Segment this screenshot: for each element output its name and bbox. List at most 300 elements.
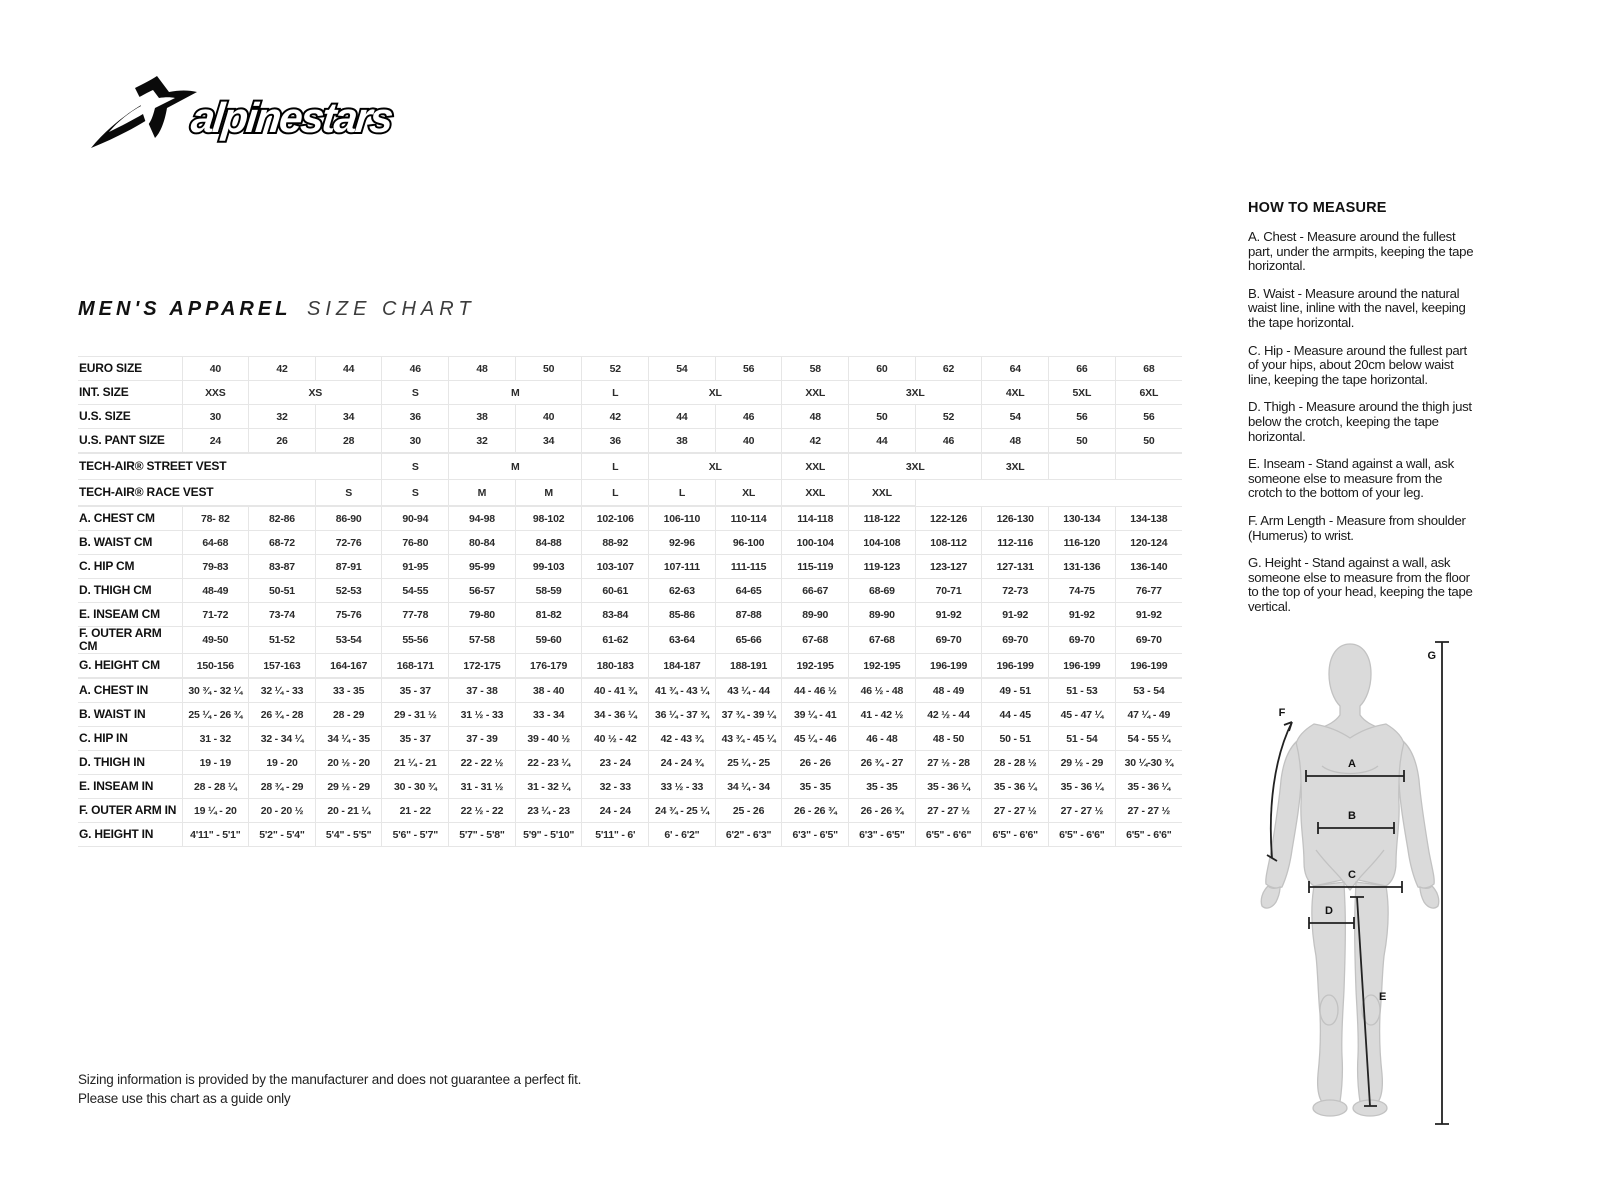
size-cell: 68-72 [249, 531, 316, 555]
size-cell: 50-51 [249, 579, 316, 603]
size-cell: 47 ¼ - 49 [1115, 703, 1182, 727]
size-cell: 27 - 27 ½ [1049, 799, 1116, 823]
size-cell: 32 - 34 ¼ [249, 727, 316, 751]
size-cell: 79-83 [182, 555, 249, 579]
size-cell: 27 - 27 ½ [915, 799, 982, 823]
size-cell: 150-156 [182, 654, 249, 678]
size-cell: 48 [982, 429, 1049, 453]
size-cell: 34 [315, 405, 382, 429]
size-cell: 180-183 [582, 654, 649, 678]
size-cell: 54 [982, 405, 1049, 429]
size-cell: L [582, 454, 649, 480]
size-cell: 87-91 [315, 555, 382, 579]
size-cell: 68 [1115, 357, 1182, 381]
size-cell: 84-88 [515, 531, 582, 555]
measure-instruction-height: G. Height - Stand against a wall, ask someone else to measure from the floor to the top of your head, keeping the tape vertical. [1248, 555, 1473, 614]
size-cell: 42 [782, 429, 849, 453]
size-cell: XXL [782, 381, 849, 405]
size-cell: 24 - 24 ¾ [649, 751, 716, 775]
star-icon [91, 76, 197, 148]
size-cell: 45 ¼ - 46 [782, 727, 849, 751]
size-cell: 43 ¾ - 45 ¼ [715, 727, 782, 751]
row-label: C. HIP CM [78, 555, 182, 579]
row-label: E. INSEAM CM [78, 603, 182, 627]
size-cell: 29 ½ - 29 [1049, 751, 1116, 775]
size-cell: 46 [915, 429, 982, 453]
size-cell: 49-50 [182, 627, 249, 654]
size-cell: 91-92 [1115, 603, 1182, 627]
size-cell: 53-54 [315, 627, 382, 654]
size-cell: 126-130 [982, 507, 1049, 531]
size-cell: 75-76 [315, 603, 382, 627]
measure-instruction-hip: C. Hip - Measure around the fullest part of your hips, about 20cm below waist line, keeping the tape horizontal. [1248, 342, 1467, 387]
size-cell: 31 - 31 ½ [449, 775, 516, 799]
row-label: B. WAIST IN [78, 703, 182, 727]
size-cell: 26 - 26 ¾ [849, 799, 916, 823]
size-cell: 19 - 19 [182, 751, 249, 775]
row-label: G. HEIGHT IN [78, 823, 182, 847]
row-label: B. WAIST CM [78, 531, 182, 555]
size-cell: 26 - 26 ¾ [782, 799, 849, 823]
size-cell: 37 - 38 [449, 679, 516, 703]
size-cell: 54-55 [382, 579, 449, 603]
size-cell: 21 - 22 [382, 799, 449, 823]
size-cell: 85-86 [649, 603, 716, 627]
size-cell: 34 [515, 429, 582, 453]
size-cell: 4XL [982, 381, 1049, 405]
size-cell: 6'5" - 6'6" [1115, 823, 1182, 847]
row-label: A. CHEST IN [78, 679, 182, 703]
size-cell: 50 [1115, 429, 1182, 453]
size-cell: 192-195 [849, 654, 916, 678]
size-cell: 89-90 [782, 603, 849, 627]
size-cell: 25 - 26 [715, 799, 782, 823]
size-cell: 50 [515, 357, 582, 381]
size-cell: 25 ¼ - 26 ¾ [182, 703, 249, 727]
size-cell: 62-63 [649, 579, 716, 603]
body-measurement-diagram [1238, 618, 1458, 1133]
size-cell: 188-191 [715, 654, 782, 678]
size-cell: 30 ¼-30 ¾ [1115, 751, 1182, 775]
size-cell: 67-68 [849, 627, 916, 654]
diagram-label-d: D [1325, 905, 1333, 917]
size-cell: 81-82 [515, 603, 582, 627]
size-cell: 40 [515, 405, 582, 429]
size-cell: 38 [449, 405, 516, 429]
size-cell: 27 - 27 ½ [1115, 799, 1182, 823]
row-label: TECH-AIR® STREET VEST [78, 454, 382, 480]
size-cell: 60-61 [582, 579, 649, 603]
measure-line-height [1435, 642, 1449, 1124]
size-cell: 92-96 [649, 531, 716, 555]
size-cell: 56-57 [449, 579, 516, 603]
size-row [78, 654, 1182, 678]
size-cell: 87-88 [715, 603, 782, 627]
size-cell: S [382, 454, 449, 480]
size-cell: 5'6" - 5'7" [382, 823, 449, 847]
size-cell: 35 - 36 ¼ [915, 775, 982, 799]
size-cell: 111-115 [715, 555, 782, 579]
alpinestars-logo [85, 66, 415, 166]
size-table-in [78, 678, 1182, 847]
size-cell: 28 [315, 429, 382, 453]
size-cell: 91-95 [382, 555, 449, 579]
size-cell: 40 [715, 429, 782, 453]
size-row [78, 480, 1182, 506]
size-cell: 123-127 [915, 555, 982, 579]
size-cell: 32 [449, 429, 516, 453]
diagram-label-e: E [1379, 991, 1387, 1003]
size-cell: 94-98 [449, 507, 516, 531]
size-cell: 114-118 [782, 507, 849, 531]
size-cell: 54 [649, 357, 716, 381]
size-cell: 64-65 [715, 579, 782, 603]
size-cell: 110-114 [715, 507, 782, 531]
size-cell: 5'11" - 6' [582, 823, 649, 847]
size-cell: XXL [782, 480, 849, 506]
size-cell: 60 [849, 357, 916, 381]
size-cell: 127-131 [982, 555, 1049, 579]
size-cell: 76-77 [1115, 579, 1182, 603]
size-cell [915, 480, 1182, 506]
size-cell: 42 [249, 357, 316, 381]
size-cell: 66-67 [782, 579, 849, 603]
size-cell: 38 - 40 [515, 679, 582, 703]
size-cell: 39 - 40 ½ [515, 727, 582, 751]
size-cell: 106-110 [649, 507, 716, 531]
size-cell: 20 - 20 ½ [249, 799, 316, 823]
size-cell: 30 ¾ - 32 ¼ [182, 679, 249, 703]
size-cell: 56 [1049, 405, 1116, 429]
footer-line-2: Please use this chart as a guide only [78, 1091, 291, 1106]
size-cell: 24 - 24 [582, 799, 649, 823]
size-cell: 116-120 [1049, 531, 1116, 555]
size-cell: 35 - 37 [382, 679, 449, 703]
diagram-label-b: B [1348, 810, 1356, 822]
size-cell: 78- 82 [182, 507, 249, 531]
size-cell: S [315, 480, 382, 506]
row-label: TECH-AIR® RACE VEST [78, 480, 315, 506]
size-cell: 31 ½ - 33 [449, 703, 516, 727]
size-cell: 56 [715, 357, 782, 381]
size-cell: 35 - 36 ¼ [982, 775, 1049, 799]
size-cell: 26 ¾ - 28 [249, 703, 316, 727]
size-cell: 6'3" - 6'5" [849, 823, 916, 847]
size-cell: S [382, 381, 449, 405]
size-cell: 46 ½ - 48 [849, 679, 916, 703]
row-label: D. THIGH IN [78, 751, 182, 775]
size-cell: 5'2" - 5'4" [249, 823, 316, 847]
title-sub: SIZE CHART [307, 298, 476, 320]
diagram-label-g: G [1427, 650, 1436, 662]
size-cell: 176-179 [515, 654, 582, 678]
row-label: G. HEIGHT CM [78, 654, 182, 678]
size-row [78, 679, 1182, 703]
size-cell: 58-59 [515, 579, 582, 603]
size-cell: 130-134 [1049, 507, 1116, 531]
size-cell: L [649, 480, 716, 506]
size-cell: 51 - 53 [1049, 679, 1116, 703]
size-cell: 108-112 [915, 531, 982, 555]
size-cell: XL [649, 381, 782, 405]
size-cell: XL [715, 480, 782, 506]
size-cell: 91-92 [982, 603, 1049, 627]
size-row [78, 555, 1182, 579]
size-cell: 3XL [849, 454, 982, 480]
size-row [78, 454, 1182, 480]
size-cell: 32 [249, 405, 316, 429]
size-cell: 131-136 [1049, 555, 1116, 579]
size-cell: 51-52 [249, 627, 316, 654]
size-cell: 26 - 26 [782, 751, 849, 775]
size-cell: 41 ¾ - 43 ¼ [649, 679, 716, 703]
size-cell: 134-138 [1115, 507, 1182, 531]
size-cell: S [382, 480, 449, 506]
size-cell: 107-111 [649, 555, 716, 579]
size-cell: M [449, 454, 582, 480]
size-cell: 25 ¼ - 25 [715, 751, 782, 775]
size-row [78, 703, 1182, 727]
size-cell: 20 ½ - 20 [315, 751, 382, 775]
size-cell: 5'7" - 5'8" [449, 823, 516, 847]
size-row [78, 775, 1182, 799]
size-cell: 27 ½ - 28 [915, 751, 982, 775]
title-main: MEN'S APPAREL [78, 298, 292, 320]
size-cell: 196-199 [1115, 654, 1182, 678]
size-row [78, 429, 1182, 453]
size-cell: 91-92 [1049, 603, 1116, 627]
size-cell: 50 - 51 [982, 727, 1049, 751]
row-label: U.S. SIZE [78, 405, 182, 429]
size-cell: 66 [1049, 357, 1116, 381]
size-cell: XXL [849, 480, 916, 506]
size-cell: 71-72 [182, 603, 249, 627]
size-cell: 56 [1115, 405, 1182, 429]
diagram-label-f: F [1278, 707, 1286, 719]
size-cell: 72-73 [982, 579, 1049, 603]
size-cell: 32 - 33 [582, 775, 649, 799]
size-cell: 53 - 54 [1115, 679, 1182, 703]
size-cell: 35 - 35 [849, 775, 916, 799]
size-cell: 28 - 29 [315, 703, 382, 727]
size-cell: 24 [182, 429, 249, 453]
size-cell: 196-199 [982, 654, 1049, 678]
size-cell: 46 [382, 357, 449, 381]
size-cell: 54 - 55 ¼ [1115, 727, 1182, 751]
size-cell: 5'4" - 5'5" [315, 823, 382, 847]
size-row [78, 799, 1182, 823]
size-cell: 37 - 39 [449, 727, 516, 751]
measure-instruction-waist: B. Waist - Measure around the natural waist line, inline with the navel, keeping the tape horizontal. [1248, 285, 1466, 330]
size-cell: 122-126 [915, 507, 982, 531]
size-cell: 23 - 24 [582, 751, 649, 775]
row-label: U.S. PANT SIZE [78, 429, 182, 453]
size-cell: 3XL [982, 454, 1049, 480]
size-cell: 44 [315, 357, 382, 381]
size-cell: 5'9" - 5'10" [515, 823, 582, 847]
size-table-cm [78, 506, 1182, 678]
size-cell: 61-62 [582, 627, 649, 654]
row-label: EURO SIZE [78, 357, 182, 381]
size-cell: 19 - 20 [249, 751, 316, 775]
measure-instruction-arm: F. Arm Length - Measure from shoulder (Humerus) to wrist. [1248, 512, 1466, 543]
size-cell: 42 ½ - 44 [915, 703, 982, 727]
size-cell: 34 ¼ - 34 [715, 775, 782, 799]
size-cell: 69-70 [1049, 627, 1116, 654]
size-cell: 69-70 [982, 627, 1049, 654]
size-cell: 62 [915, 357, 982, 381]
size-cell: 96-100 [715, 531, 782, 555]
size-cell: 76-80 [382, 531, 449, 555]
size-cell: 64 [982, 357, 1049, 381]
size-cell: 42 - 43 ¾ [649, 727, 716, 751]
size-cell: 21 ¼ - 21 [382, 751, 449, 775]
size-cell: 29 - 31 ½ [382, 703, 449, 727]
size-cell: 44 - 46 ½ [782, 679, 849, 703]
size-cell: 172-175 [449, 654, 516, 678]
size-cell: 80-84 [449, 531, 516, 555]
size-cell: 55-56 [382, 627, 449, 654]
size-table-header [78, 356, 1182, 453]
size-cell: 6'3" - 6'5" [782, 823, 849, 847]
size-cell: 27 - 27 ½ [982, 799, 1049, 823]
size-cell: L [582, 381, 649, 405]
size-cell: 51 - 54 [1049, 727, 1116, 751]
size-row [78, 579, 1182, 603]
size-row [78, 357, 1182, 381]
size-cell: 44 - 45 [982, 703, 1049, 727]
size-cell: 112-116 [982, 531, 1049, 555]
size-cell: M [449, 480, 516, 506]
size-cell: 30 - 30 ¾ [382, 775, 449, 799]
size-row [78, 627, 1182, 654]
size-cell: 192-195 [782, 654, 849, 678]
size-row [78, 603, 1182, 627]
size-cell: 28 - 28 ¼ [182, 775, 249, 799]
size-cell: 46 - 48 [849, 727, 916, 751]
size-cell: 44 [849, 429, 916, 453]
size-cell: 46 [715, 405, 782, 429]
size-cell: 82-86 [249, 507, 316, 531]
size-cell: 37 ¾ - 39 ¼ [715, 703, 782, 727]
size-cell: 40 [182, 357, 249, 381]
how-to-measure-panel [1248, 200, 1476, 627]
size-cell: 95-99 [449, 555, 516, 579]
measure-instruction-chest: A. Chest - Measure around the fullest part, under the armpits, keeping the tape horizontal. [1248, 229, 1474, 274]
size-cell: 28 - 28 ½ [982, 751, 1049, 775]
size-cell: 22 - 22 ½ [449, 751, 516, 775]
size-cell: 35 - 36 ¼ [1115, 775, 1182, 799]
size-cell: 48-49 [182, 579, 249, 603]
size-cell: 48 - 49 [915, 679, 982, 703]
size-cell: 32 ¼ - 33 [249, 679, 316, 703]
size-cell: 86-90 [315, 507, 382, 531]
size-cell: 33 ½ - 33 [649, 775, 716, 799]
row-label: C. HIP IN [78, 727, 182, 751]
size-cell: 29 ½ - 29 [315, 775, 382, 799]
size-cell: 63-64 [649, 627, 716, 654]
size-cell: 42 [582, 405, 649, 429]
size-row [78, 823, 1182, 847]
row-label: INT. SIZE [78, 381, 182, 405]
size-cell: 119-123 [849, 555, 916, 579]
measure-instruction-inseam: E. Inseam - Stand against a wall, ask someone else to measure from the crotch to the bottom of your leg. [1248, 456, 1454, 501]
page-title [78, 298, 476, 321]
size-cell: 41 - 42 ½ [849, 703, 916, 727]
size-cell: 65-66 [715, 627, 782, 654]
size-cell: 6'2" - 6'3" [715, 823, 782, 847]
size-cell: 83-87 [249, 555, 316, 579]
size-cell: 40 ½ - 42 [582, 727, 649, 751]
row-label: D. THIGH CM [78, 579, 182, 603]
size-cell: 72-76 [315, 531, 382, 555]
size-cell: 48 - 50 [915, 727, 982, 751]
size-cell: 49 - 51 [982, 679, 1049, 703]
size-cell: 23 ¼ - 23 [515, 799, 582, 823]
row-label: E. INSEAM IN [78, 775, 182, 799]
size-cell: 44 [649, 405, 716, 429]
how-to-measure-title: HOW TO MEASURE [1248, 200, 1387, 216]
size-cell: 99-103 [515, 555, 582, 579]
size-cell: 36 [582, 429, 649, 453]
size-cell: 34 ¼ - 35 [315, 727, 382, 751]
size-cell: 120-124 [1115, 531, 1182, 555]
size-cell: XXL [782, 454, 849, 480]
size-cell: 45 - 47 ¼ [1049, 703, 1116, 727]
size-cell: M [449, 381, 582, 405]
size-cell: 6'5" - 6'6" [915, 823, 982, 847]
size-cell: 70-71 [915, 579, 982, 603]
size-cell: 157-163 [249, 654, 316, 678]
size-cell: 6XL [1115, 381, 1182, 405]
size-cell: 83-84 [582, 603, 649, 627]
size-cell: 5XL [1049, 381, 1116, 405]
footer-line-1: Sizing information is provided by the manufacturer and does not guarantee a perfect fit. [78, 1072, 582, 1087]
size-cell: 91-92 [915, 603, 982, 627]
size-cell: 50 [849, 405, 916, 429]
row-label: F. OUTER ARM CM [78, 627, 182, 654]
size-cell: XL [649, 454, 782, 480]
size-cell: 59-60 [515, 627, 582, 654]
size-row [78, 381, 1182, 405]
diagram-label-a: A [1348, 758, 1356, 770]
size-row [78, 405, 1182, 429]
logo-wordmark: alpinestars [189, 94, 394, 141]
size-row [78, 751, 1182, 775]
size-cell: 100-104 [782, 531, 849, 555]
size-cell: 6'5" - 6'6" [982, 823, 1049, 847]
footer-note [78, 1070, 581, 1108]
size-cell: 36 ¼ - 37 ¾ [649, 703, 716, 727]
size-cell: 196-199 [1049, 654, 1116, 678]
size-cell: 33 - 35 [315, 679, 382, 703]
size-cell: 184-187 [649, 654, 716, 678]
size-cell: 58 [782, 357, 849, 381]
size-cell: 34 - 36 ¼ [582, 703, 649, 727]
size-cell: 98-102 [515, 507, 582, 531]
size-cell: 88-92 [582, 531, 649, 555]
size-cell: 90-94 [382, 507, 449, 531]
size-cell: 50 [1049, 429, 1116, 453]
size-cell: 36 [382, 405, 449, 429]
size-cell: 104-108 [849, 531, 916, 555]
size-cell: 52 [915, 405, 982, 429]
size-cell: 136-140 [1115, 555, 1182, 579]
size-cell: 31 - 32 [182, 727, 249, 751]
row-label: F. OUTER ARM IN [78, 799, 182, 823]
size-cell: 33 - 34 [515, 703, 582, 727]
size-cell: 19 ¼ - 20 [182, 799, 249, 823]
